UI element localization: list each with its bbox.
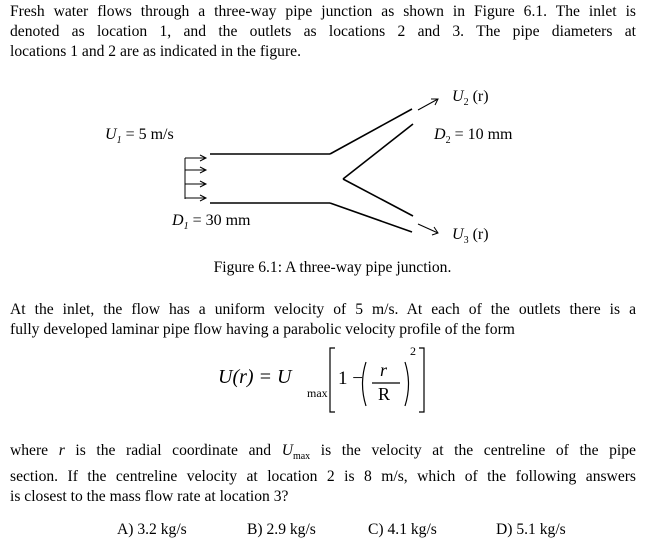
u3-label: $U_3$ (r) <box>452 226 489 247</box>
equation-sub: max <box>307 386 328 400</box>
equation-exponent: 2 <box>410 344 416 358</box>
u1-label: $U_1 = 5$ m/s <box>105 126 174 147</box>
question-paragraph <box>10 441 636 507</box>
choice-b[interactable]: B) 2.9 kg/s <box>247 521 316 538</box>
intro-line-1: Fresh water flows through a three-way pipe junction as shown in Figure 6.1. The inlet is <box>10 3 636 20</box>
equation-one-minus: 1 − <box>338 368 363 389</box>
equation-numerator: r <box>380 360 388 380</box>
figure-caption: Figure 6.1: A three-way pipe junction. <box>213 259 452 276</box>
question-line-3: is closest to the mass flow rate at location 3? <box>10 488 289 506</box>
u2-label: $U_2$ (r) <box>452 88 489 109</box>
question-line-2: section. If the centreline velocity at location 2 is 8 m/s, which of the following answers <box>10 468 636 486</box>
choice-c[interactable]: C) 4.1 kg/s <box>368 521 437 538</box>
choice-d[interactable]: D) 5.1 kg/s <box>496 521 566 538</box>
intro-line-3: locations 1 and 2 are as indicated in the figure. <box>10 43 301 60</box>
equation-lhs: U(r) = U <box>218 366 292 388</box>
d2-label: $D_2 = 10$ mm <box>434 126 513 147</box>
d1-label: $D_1 = 30$ mm <box>172 212 251 233</box>
body-line-1: At the inlet, the flow has a uniform velocity of 5 m/s. At each of the outlets there is a <box>10 301 636 318</box>
question-line-1: where r is the radial coordinate and $U_{max}$ is the velocity at the centreline of the pipe <box>10 442 636 463</box>
equation-denominator: R <box>378 384 391 404</box>
intro-line-2: denoted as location 1, and the outlets as locations 2 and 3. The pipe diameters at <box>10 23 636 40</box>
choice-a[interactable]: A) 3.2 kg/s <box>117 521 187 538</box>
body-line-2: fully developed laminar pipe flow having a parabolic velocity profile of the form <box>10 321 515 338</box>
